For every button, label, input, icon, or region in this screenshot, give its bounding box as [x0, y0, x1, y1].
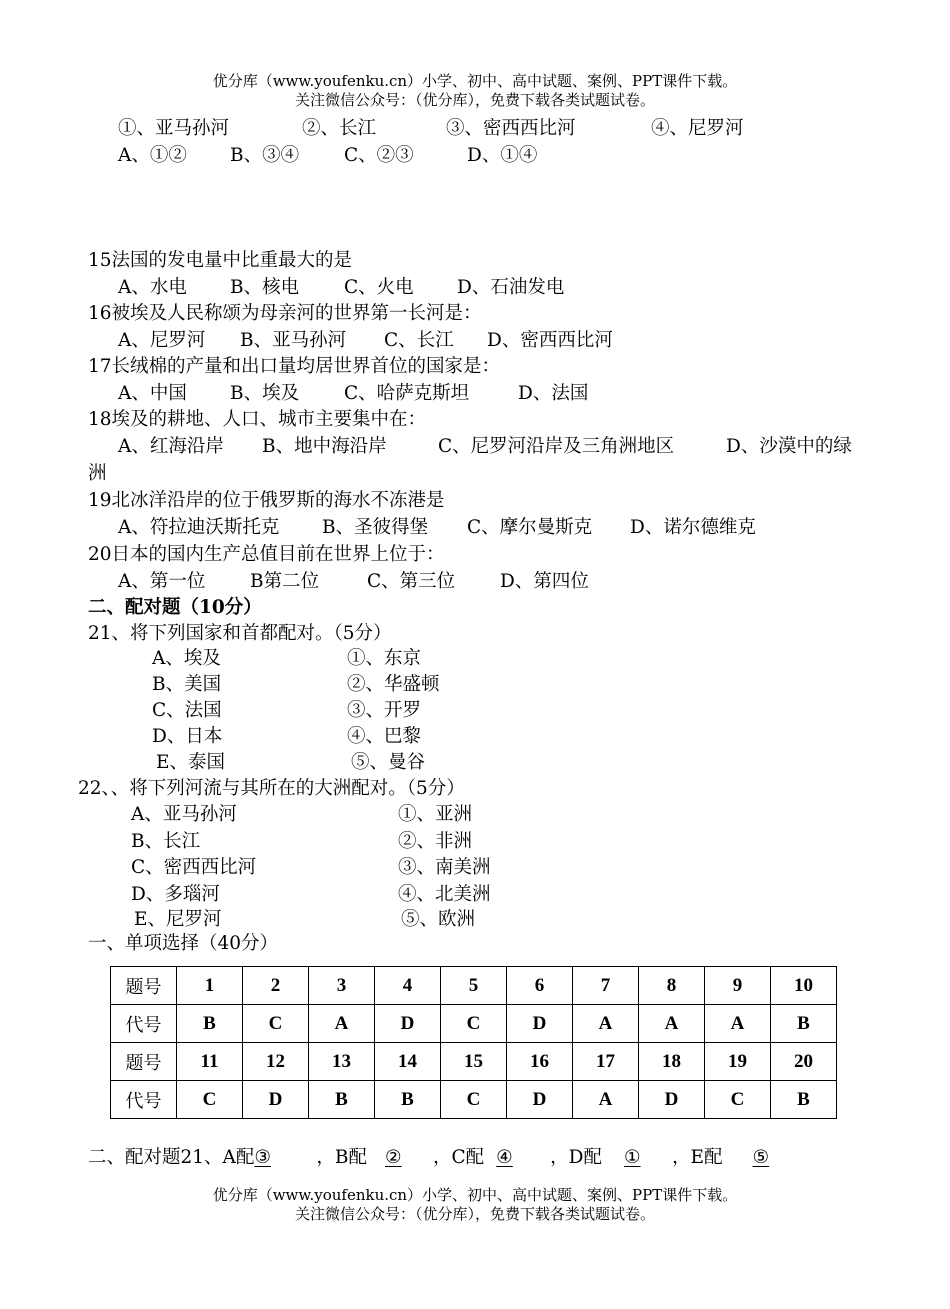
q22-left-d: D、多瑙河	[131, 884, 220, 905]
q18-option-d: D、沙漠中的绿	[726, 436, 852, 457]
q15-option-c: C、火电	[344, 277, 414, 298]
table-row	[111, 1043, 837, 1081]
q14-item-2: ②、长江	[302, 118, 377, 139]
q21-left-b: B、美国	[152, 674, 222, 695]
table-cell: 9	[705, 967, 771, 1005]
q15-stem: 15法国的发电量中比重最大的是	[88, 250, 353, 271]
q14-item-1: ①、亚马孙河	[118, 118, 230, 139]
table-cell: C	[243, 1005, 309, 1043]
table-cell: C	[441, 1081, 507, 1119]
table-cell: D	[507, 1081, 573, 1119]
pairing-answer-c: ④	[496, 1147, 513, 1168]
q22-left-a: A、亚马孙河	[131, 804, 237, 825]
table-cell: 19	[705, 1043, 771, 1081]
page-footer-line1: 优分库（www.youfenku.cn）小学、初中、高中试题、案例、PPT课件下载。	[212, 1186, 738, 1204]
table-cell: 11	[177, 1043, 243, 1081]
pairing-answer-d-label: ，D配	[550, 1147, 603, 1168]
q14-option-c: C、②③	[344, 145, 414, 166]
q22-left-c: C、密西西比河	[131, 857, 257, 878]
table-cell: 8	[639, 967, 705, 1005]
q14-item-3: ③、密西西比河	[446, 118, 576, 139]
q14-option-d: D、①④	[467, 145, 538, 166]
q18-option-c: C、尼罗河沿岸及三角洲地区	[438, 436, 675, 457]
q22-left-e: E、尼罗河	[134, 909, 222, 930]
q22-stem: 22、、将下列河流与其所在的大洲配对。（5分）	[78, 778, 465, 799]
q20-option-b: B第二位	[250, 571, 320, 592]
table-cell: 16	[507, 1043, 573, 1081]
q20-option-a: A、第一位	[118, 571, 206, 592]
table-cell: A	[309, 1005, 375, 1043]
q16-option-d: D、密西西比河	[487, 330, 613, 351]
q16-option-c: C、长江	[384, 330, 454, 351]
q14-item-4: ④、尼罗河	[651, 118, 744, 139]
q21-left-a: A、埃及	[152, 648, 221, 669]
table-cell: B	[771, 1005, 837, 1043]
q19-option-a: A、符拉迪沃斯托克	[118, 517, 280, 538]
table-cell: 12	[243, 1043, 309, 1081]
q17-option-d: D、法国	[518, 383, 589, 404]
table-cell: D	[243, 1081, 309, 1119]
q15-option-a: A、水电	[118, 277, 187, 298]
table-cell: 1	[177, 967, 243, 1005]
table-cell: 14	[375, 1043, 441, 1081]
pairing-answer-e-label: ，E配	[672, 1147, 723, 1168]
table-cell: D	[507, 1005, 573, 1043]
q19-option-d: D、诺尔德维克	[630, 517, 756, 538]
table-cell: 5	[441, 967, 507, 1005]
table-cell: C	[177, 1081, 243, 1119]
pairing-answer-line	[88, 1145, 799, 1171]
table-cell: A	[573, 1005, 639, 1043]
answers-title: 一、单项选择（40分）	[88, 933, 279, 954]
q17-option-b: B、埃及	[230, 383, 300, 404]
table-cell-label: 题号	[111, 1043, 177, 1081]
q22-right-5: ⑤、欧洲	[401, 909, 476, 930]
table-row	[111, 967, 837, 1005]
page-header-line1: 优分库（www.youfenku.cn）小学、初中、高中试题、案例、PPT课件下载。	[212, 72, 738, 90]
table-cell: D	[375, 1005, 441, 1043]
q14-option-a: A、①②	[118, 145, 187, 166]
table-cell: 10	[771, 967, 837, 1005]
table-cell: 3	[309, 967, 375, 1005]
table-cell-label: 代号	[111, 1005, 177, 1043]
pairing-answer-c-label: ，C配	[433, 1147, 485, 1168]
q18-option-b: B、地中海沿岸	[262, 436, 387, 457]
q20-option-c: C、第三位	[367, 571, 456, 592]
q22-right-2: ②、非洲	[398, 831, 473, 852]
pairing-answer-a: ③	[254, 1147, 271, 1168]
table-cell: 6	[507, 967, 573, 1005]
table-row	[111, 1005, 837, 1043]
q21-stem: 21、将下列国家和首都配对。（5分）	[88, 623, 392, 644]
q21-right-4: ④、巴黎	[347, 726, 422, 747]
q21-left-c: C、法国	[152, 700, 222, 721]
q21-right-3: ③、开罗	[347, 700, 422, 721]
q14-option-b: B、③④	[230, 145, 300, 166]
table-cell: B	[177, 1005, 243, 1043]
pairing-answer-b: ②	[385, 1147, 402, 1168]
table-cell: C	[441, 1005, 507, 1043]
table-cell: 4	[375, 967, 441, 1005]
q17-stem: 17长绒棉的产量和出口量均居世界首位的国家是：	[88, 356, 501, 377]
q22-left-b: B、长江	[131, 831, 201, 852]
q22-right-1: ①、亚洲	[398, 804, 473, 825]
table-cell: 17	[573, 1043, 639, 1081]
q21-left-d: D、日本	[152, 726, 223, 747]
q17-option-c: C、哈萨克斯坦	[344, 383, 470, 404]
q16-stem: 16被埃及人民称颂为母亲河的世界第一长河是：	[88, 303, 482, 324]
table-cell: A	[639, 1005, 705, 1043]
q17-option-a: A、中国	[118, 383, 187, 404]
table-cell: 18	[639, 1043, 705, 1081]
q21-right-5: ⑤、曼谷	[351, 752, 426, 773]
q20-stem: 20日本的国内生产总值目前在世界上位于：	[88, 544, 445, 565]
table-cell: A	[705, 1005, 771, 1043]
q21-right-1: ①、东京	[347, 648, 422, 669]
table-cell: 15	[441, 1043, 507, 1081]
table-cell: B	[309, 1081, 375, 1119]
page-header-line2: 关注微信公众号：（优分库），免费下载各类试题试卷。	[294, 91, 655, 109]
pairing-answer-d: ①	[624, 1147, 641, 1168]
table-row	[111, 1081, 837, 1119]
table-cell: C	[705, 1081, 771, 1119]
table-cell-label: 代号	[111, 1081, 177, 1119]
q18-stem: 18埃及的耕地、人口、城市主要集中在：	[88, 409, 427, 430]
table-cell: 13	[309, 1043, 375, 1081]
q19-stem: 19北冰洋沿岸的位于俄罗斯的海水不冻港是	[88, 490, 445, 511]
q18-option-d-wrap: 洲	[88, 463, 107, 484]
q22-right-3: ③、南美洲	[398, 857, 491, 878]
table-cell: 7	[573, 967, 639, 1005]
q16-option-b: B、亚马孙河	[240, 330, 347, 351]
q22-right-4: ④、北美洲	[398, 884, 491, 905]
q15-option-d: D、石油发电	[457, 277, 565, 298]
q18-option-a: A、红海沿岸	[118, 436, 224, 457]
table-cell: B	[771, 1081, 837, 1119]
q21-left-e: E、泰国	[156, 752, 226, 773]
q15-option-b: B、核电	[230, 277, 300, 298]
q16-option-a: A、尼罗河	[118, 330, 206, 351]
table-cell-label: 题号	[111, 967, 177, 1005]
table-cell: 20	[771, 1043, 837, 1081]
q21-right-2: ②、华盛顿	[347, 674, 440, 695]
pairing-answer-prefix: 二、配对题21、A配	[88, 1147, 255, 1168]
q19-option-b: B、圣彼得堡	[322, 517, 429, 538]
table-cell: B	[375, 1081, 441, 1119]
answer-table	[110, 966, 837, 1119]
pairing-answer-b-label: ，B配	[316, 1147, 368, 1168]
q20-option-d: D、第四位	[500, 571, 589, 592]
table-cell: D	[639, 1081, 705, 1119]
section2-title: 二、配对题（10分）	[88, 597, 262, 618]
page-footer-line2: 关注微信公众号：（优分库），免费下载各类试题试卷。	[294, 1205, 655, 1223]
pairing-answer-e: ⑤	[752, 1147, 770, 1168]
table-cell: 2	[243, 967, 309, 1005]
q19-option-c: C、摩尔曼斯克	[467, 517, 593, 538]
table-cell: A	[573, 1081, 639, 1119]
